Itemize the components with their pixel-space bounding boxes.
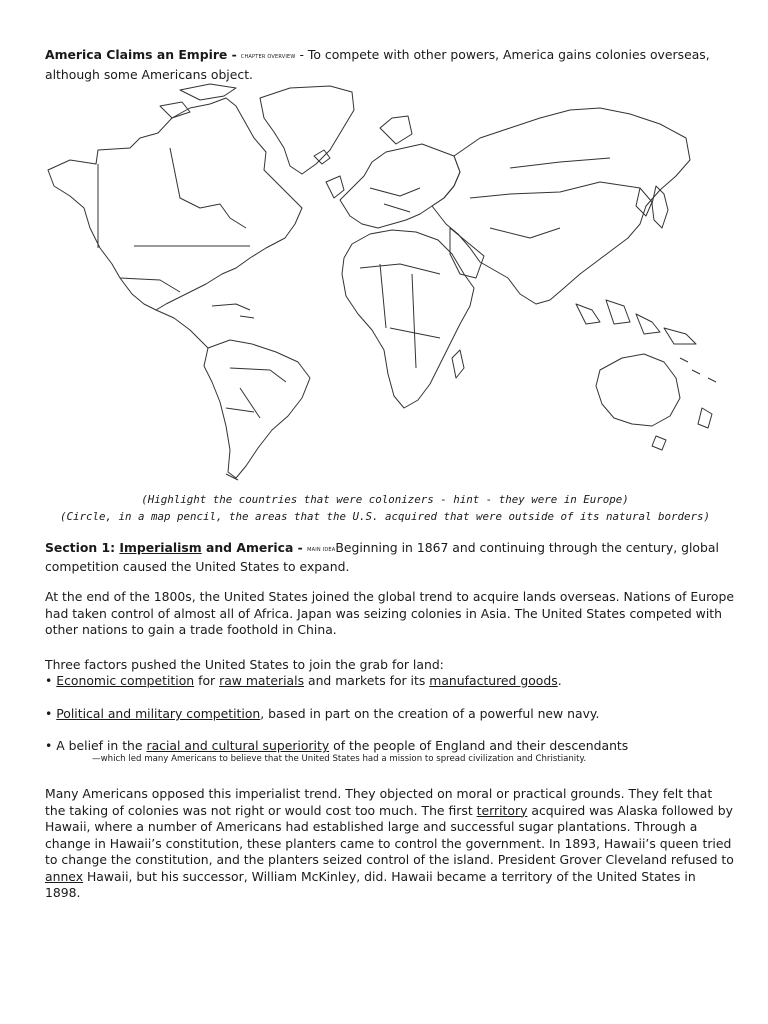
bullet: • A belief in the bbox=[45, 738, 147, 753]
section1-heading-term: Imperialism bbox=[119, 540, 202, 555]
text: of the people of England and their descendants bbox=[329, 738, 629, 753]
text: and markets for its bbox=[304, 673, 430, 688]
text: acquired was Alaska followed by Hawaii, where a number of Americans had established large and successful sugar plantations. Through a change in Hawaii’s constitution, these planters came to control the government. In 1893, Hawaii’s queen tried to change the constitution, and the planters seized control of the island. President Grover Cleveland refused to bbox=[45, 802, 734, 867]
text: Many Americans opposed this imperialist trend. They objected on moral or practical grounds. They felt that the taking of colonies was not right or would cost too much. The first bbox=[45, 786, 713, 818]
bullet: • bbox=[45, 673, 57, 688]
chapter-overview-tag: CHAPTER OVERVIEW bbox=[240, 54, 296, 60]
term-annex: annex bbox=[45, 868, 84, 884]
term-territory: territory bbox=[476, 802, 528, 818]
text: . bbox=[557, 673, 562, 688]
map-instruction-highlight: (Highlight the countries that were colonizers - hint - they were in Europe) bbox=[141, 493, 629, 506]
term-political-military-competition: Political and military competition bbox=[56, 706, 261, 721]
factors-intro: Three factors pushed the United States to join the grab for land: bbox=[45, 657, 444, 672]
text: , based in part on the creation of a powerful new navy. bbox=[260, 706, 600, 721]
main-idea-tag: MAIN IDEA bbox=[307, 547, 336, 553]
text: for bbox=[194, 673, 220, 688]
factor-political bbox=[45, 706, 735, 723]
term-economic-competition: Economic competition bbox=[56, 673, 195, 688]
section1-main-idea-text: Beginning in 1867 and continuing through the century, global competition caused the United States to expand. bbox=[45, 540, 719, 574]
paragraph-global-trend: At the end of the 1800s, the United States joined the global trend to acquire lands overseas. Nations of Europe had taken control of almost all of Africa. Japan was seizing colonies in Asia. The United States competed with other nations to gain a trade foothold in China. bbox=[45, 589, 735, 637]
section1-heading-suffix: and America - bbox=[201, 540, 308, 555]
factor-superiority-note: —which led many Americans to believe that the United States had a mission to spread civilization and Christianity. bbox=[92, 754, 587, 764]
factor-superiority bbox=[45, 738, 735, 755]
map-instruction-circle: (Circle, in a map pencil, the areas that the U.S. acquired that were outside of its natural borders) bbox=[59, 510, 711, 523]
section1-heading-block bbox=[45, 540, 735, 575]
text: Hawaii, but his successor, William McKinley, did. Hawaii became a territory of the United States in 1898. bbox=[45, 868, 696, 900]
bullet: • bbox=[45, 706, 57, 721]
chapter-title: America Claims an Empire - bbox=[45, 47, 237, 62]
term-manufactured-goods: manufactured goods bbox=[429, 673, 558, 688]
term-raw-materials: raw materials bbox=[219, 673, 305, 688]
factor-economic bbox=[45, 673, 735, 690]
world-map-outline-icon bbox=[40, 78, 730, 483]
term-racial-cultural-superiority: racial and cultural superiority bbox=[146, 738, 330, 753]
chapter-overview-text: - To compete with other powers, America gains colonies overseas, although some Americans object. bbox=[45, 47, 710, 82]
section1-heading-prefix: Section 1: bbox=[45, 540, 120, 555]
paragraph-opposition bbox=[45, 786, 735, 902]
